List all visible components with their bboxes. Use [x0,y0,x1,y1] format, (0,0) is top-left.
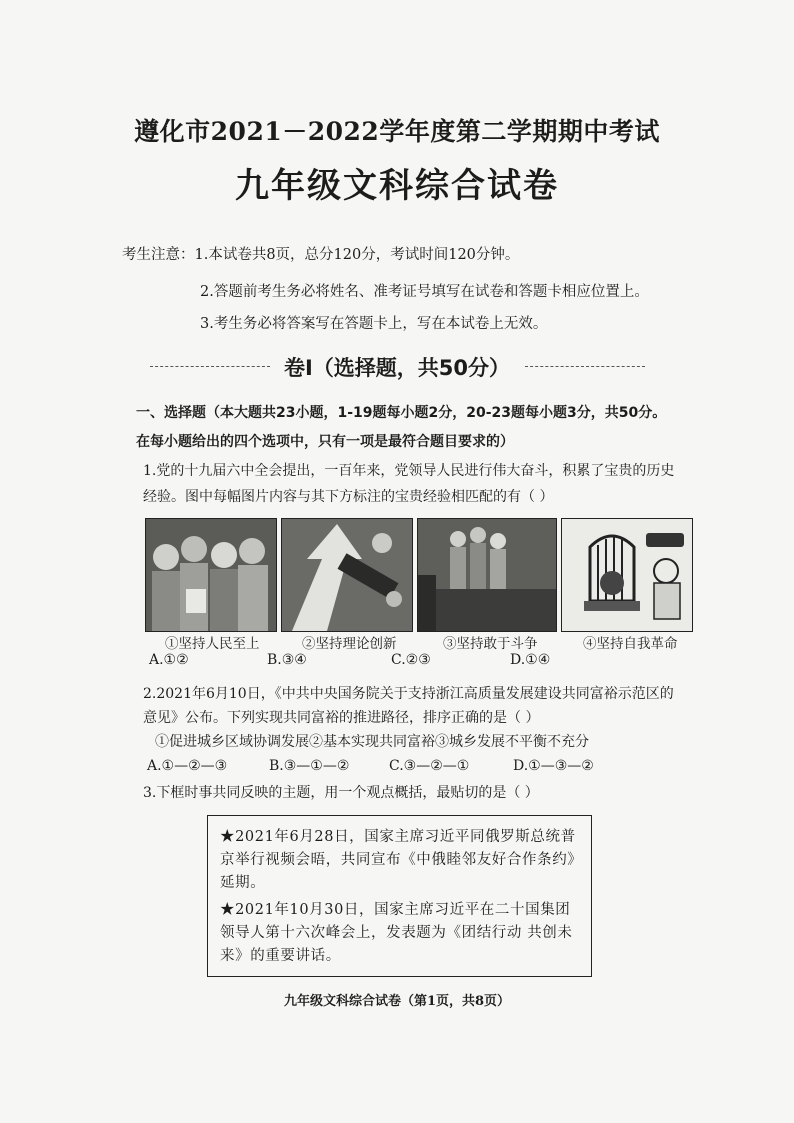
q2-options [145,758,705,782]
q3-news-box [207,815,592,977]
q3-stem: 3.下框时事共同反映的主题，用一个观点概括，最贴切的是（ ） [143,785,539,801]
q1-image-medical-workers [145,518,277,632]
q2-option-d: D.①—③—② [513,758,594,774]
q1-image-innovation-arrow [281,518,413,632]
notice-item-3: 3.考生务必将答案写在答题卡上，写在本试卷上无效。 [200,316,548,332]
paper-title: 九年级文科综合试卷 [235,166,559,206]
q1-stem-line1: 1.党的十九届六中全会提出，一百年来，党领导人民进行伟大奋斗，积累了宝贵的历史 [143,463,675,479]
q1-option-b: B.③④ [267,652,307,668]
q3-box-item-2: ★2021年10月30日，国家主席习近平在二十国集团领导人第十六次峰会上，发表题为《团结行动 共创未来》的重要讲话。 [220,902,573,964]
q2-stem-line2: 意见》公布。下列实现共同富裕的推进路径，排序正确的是（ ） [143,710,540,726]
page-footer: 九年级文科综合试卷（第1页，共8页） [283,994,511,1009]
q1-image-row [145,518,693,630]
q2-option-a: A.①—②—③ [147,758,228,774]
q1-caption-3: ③坚持敢于斗争 [443,636,538,652]
q1-captions [145,632,705,654]
q2-stem-line1: 2.2021年6月10日，《中共中央国务院关于支持浙江高质量发展建设共同富裕示范区的 [143,686,674,702]
q1-image-struggle-figures [417,518,557,632]
q3-box-item-1: ★2021年6月28日，国家主席习近平同俄罗斯总统普京举行视频会晤，共同宣布《中俄睦邻友好合作条约》延期。 [220,829,576,891]
section-instruction: 在每小题给出的四个选项中，只有一项是最符合题目要求的） [136,434,514,450]
volume-title: 卷Ⅰ（选择题，共50分） [283,356,511,380]
q2-option-b: B.③—①—② [269,758,350,774]
notice-item-2: 2.答题前考生务必将姓名、准考证号填写在试卷和答题卡相应位置上。 [200,284,649,300]
q1-stem-line2: 经验。图中每幅图片内容与其下方标注的宝贵经验相匹配的有（ ） [143,489,554,505]
q1-option-a: A.①② [149,652,189,668]
q2-option-c: C.③—②—① [389,758,470,774]
q1-image-cartoon-cage [561,518,693,632]
section-heading: 一、选择题（本大题共23小题，1-19题每小题2分，20-23题每小题3分，共50分。 [136,405,667,421]
q1-option-d: D.①④ [510,652,551,668]
notice-item-1: 考生注意：1.本试卷共8页，总分120分，考试时间120分钟。 [122,247,520,263]
q1-option-c: C.②③ [391,652,431,668]
q1-caption-2: ②坚持理论创新 [302,636,397,652]
q1-options [145,652,705,676]
q1-caption-1: ①坚持人民至上 [165,636,260,652]
q1-caption-4: ④坚持自我革命 [583,636,678,652]
q2-items: ①促进城乡区域协调发展②基本实现共同富裕③城乡发展不平衡不充分 [155,734,589,750]
exam-title: 遵化市2021－2022学年度第二学期期中考试 [134,117,660,146]
